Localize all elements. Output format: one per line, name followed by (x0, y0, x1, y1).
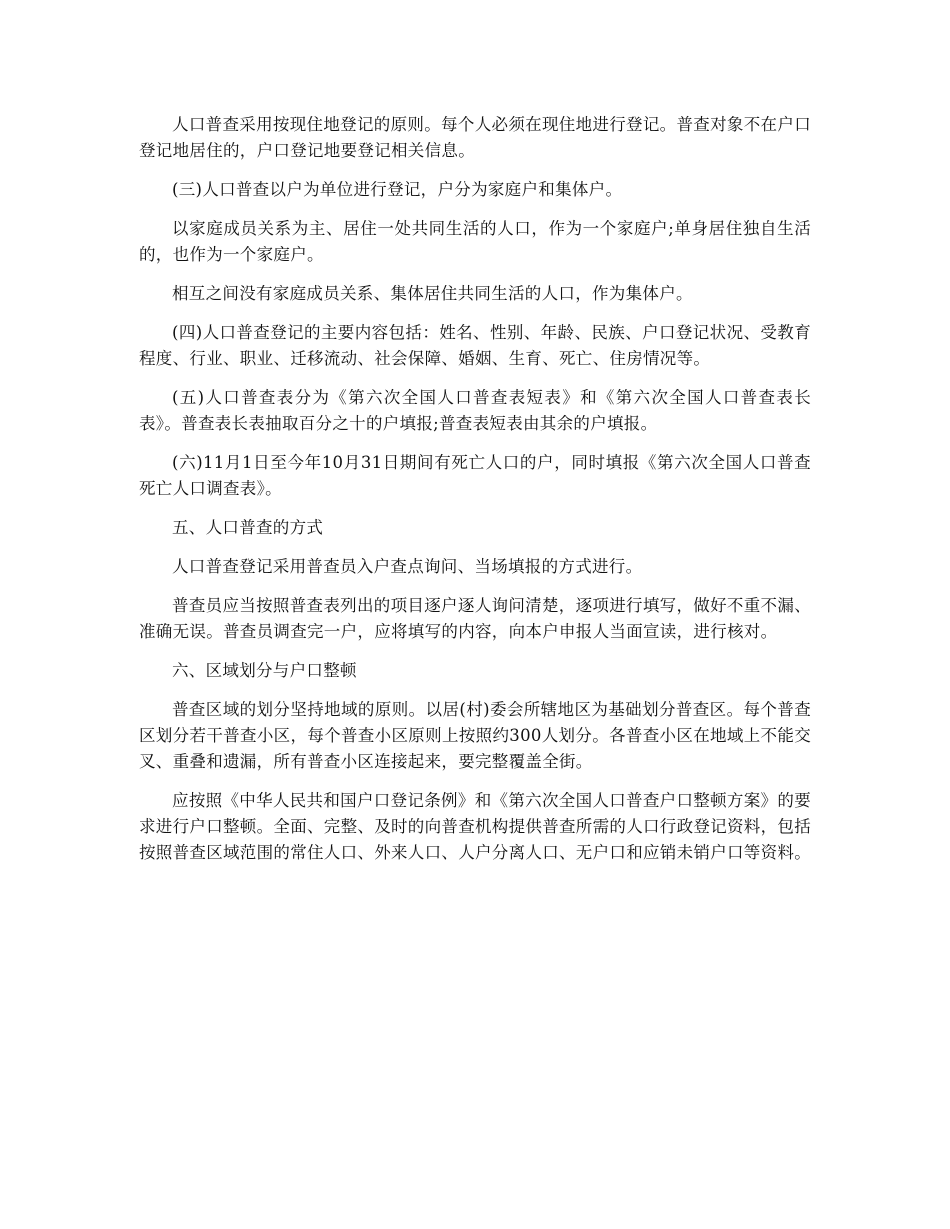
paragraph-census-forms: (五)人口普查表分为《第六次全国人口普查表短表》和《第六次全国人口普查表长表》。普查表长表抽取百分之十的户填报;普查表短表由其余的户填报。 (139, 388, 811, 433)
paragraph-area-division: 普查区域的划分坚持地域的原则。以居(村)委会所辖地区为基础划分普查区。每个普查区划分若干普查小区，每个普查小区原则上按照约300人划分。各普查小区在地域上不能交叉、重叠和遗漏，所有普查小区连接起来，要完整覆盖全街。 (139, 700, 811, 771)
paragraph-method-description: 人口普查登记采用普查员入户查点询问、当场填报的方式进行。 (172, 557, 643, 576)
paragraph-enumerator-duties: 普查员应当按照普查表列出的项目逐户逐人询问清楚，逐项进行填写，做好不重不漏、准确无误。普查员调查完一户，应将填写的内容，向本户申报人当面宣读，进行核对。 (139, 596, 811, 641)
paragraph-family-household: 以家庭成员关系为主、居住一处共同生活的人口，作为一个家庭户;单身居住独自生活的，也作为一个家庭户。 (139, 219, 811, 264)
paragraph-household-unit: (三)人口普查以户为单位进行登记，户分为家庭户和集体户。 (172, 180, 623, 199)
paragraph-registration-contents: (四)人口普查登记的主要内容包括：姓名、性别、年龄、民族、户口登记状况、受教育程度、行业、职业、迁移流动、社会保障、婚姻、生育、死亡、住房情况等。 (139, 323, 811, 368)
paragraph-collective-household: 相互之间没有家庭成员关系、集体居住共同生活的人口，作为集体户。 (172, 284, 693, 303)
section-heading-census-method: 五、人口普查的方式 (172, 518, 324, 537)
paragraph-death-survey: (六)11月1日至今年10月31日期间有死亡人口的户，同时填报《第六次全国人口普查死亡人口调查表》。 (139, 453, 811, 498)
section-heading-area-division: 六、区域划分与户口整顿 (172, 661, 357, 680)
paragraph-registration-principle: 人口普查采用按现住地登记的原则。每个人必须在现住地进行登记。普查对象不在户口登记地居住的，户口登记地要登记相关信息。 (139, 115, 811, 160)
paragraph-household-rectification: 应按照《中华人民共和国户口登记条例》和《第六次全国人口普查户口整顿方案》的要求进行户口整顿。全面、完整、及时的向普查机构提供普查所需的人口行政登记资料，包括按照普查区域范围的常住人口、外来人口、人户分离人口、无户口和应销未销户口等资料。 (139, 791, 811, 862)
document-body (139, 112, 811, 879)
